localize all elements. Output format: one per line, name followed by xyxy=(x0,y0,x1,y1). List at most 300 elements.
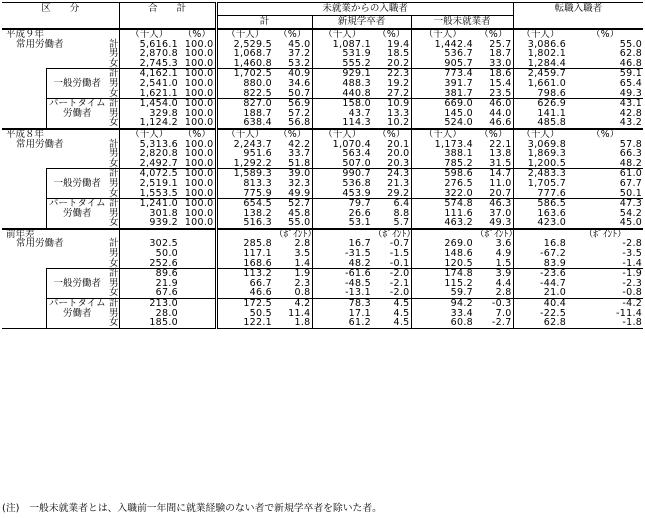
unit-label: （%） xyxy=(567,29,643,40)
data-cell: 20.0 xyxy=(372,149,411,159)
data-cell: 555.2 xyxy=(342,57,372,69)
row-sex-label: 計 xyxy=(109,198,119,210)
data-cell: 158.0 xyxy=(312,99,372,109)
data-cell: 536.7 xyxy=(444,48,474,60)
unit-label: （ﾎﾟｲﾝﾄ） xyxy=(475,228,518,240)
data-cell: 46.6 xyxy=(474,118,513,129)
data-cell: 13.8 xyxy=(474,149,513,159)
data-cell: -1.9 xyxy=(567,269,643,279)
table-row xyxy=(2,118,643,129)
data-cell: 188.7 xyxy=(243,107,273,119)
data-cell: 141.1 xyxy=(537,107,567,119)
data-cell: 18.7 xyxy=(474,49,513,59)
data-cell: 49.3 xyxy=(474,218,513,229)
group-label: 一般労働者 xyxy=(46,79,108,89)
data-cell xyxy=(179,259,216,269)
unit-label: （%） xyxy=(273,29,312,40)
data-cell: 67.6 xyxy=(155,287,179,299)
data-cell: 79.7 xyxy=(312,199,372,209)
header-kubun: 区 分 xyxy=(2,3,119,16)
data-cell: 329.8 xyxy=(149,107,179,119)
data-cell: 50.5 xyxy=(249,307,273,319)
data-cell: 100.0 xyxy=(179,159,216,169)
data-cell: 34.6 xyxy=(273,79,312,89)
unit-label xyxy=(179,229,216,240)
data-cell: 4.5 xyxy=(372,318,411,328)
unit-row xyxy=(2,129,643,140)
data-cell: 100.0 xyxy=(179,69,216,79)
group-label xyxy=(8,249,108,259)
group-label xyxy=(46,318,108,328)
data-cell xyxy=(179,309,216,319)
data-cell: -2.1 xyxy=(372,279,411,289)
data-cell: 168.6 xyxy=(243,257,273,269)
group-label: パートタイム xyxy=(46,99,108,109)
spacer-cell xyxy=(8,99,46,109)
header-general-unemployed: 一般未就業者 xyxy=(411,16,513,30)
data-cell: 100.0 xyxy=(179,99,216,109)
group-label: 一般労働者 xyxy=(46,279,108,289)
data-cell: 100.0 xyxy=(179,59,216,69)
spacer-cell xyxy=(8,309,46,319)
data-cell: 48.2 xyxy=(348,257,372,269)
group-label xyxy=(46,89,108,99)
data-cell: 111.6 xyxy=(444,207,474,219)
data-cell: 20.3 xyxy=(372,159,411,169)
data-cell: 100.0 xyxy=(179,79,216,89)
data-cell: 3,086.6 xyxy=(527,38,567,50)
data-cell: -2.0 xyxy=(372,288,411,298)
data-cell: 1,173.4 xyxy=(434,138,474,150)
data-cell: 951.6 xyxy=(243,148,273,160)
data-cell: -2.3 xyxy=(622,277,643,289)
data-cell: 252.6 xyxy=(149,257,179,269)
data-cell: -44.7 xyxy=(540,277,567,289)
table-row xyxy=(2,318,643,328)
data-cell: 33.7 xyxy=(273,149,312,159)
row-sex-label: 男 xyxy=(109,148,119,160)
data-cell: 45.0 xyxy=(619,217,643,229)
unit-label: （%） xyxy=(179,129,216,140)
spacer-cell xyxy=(8,179,46,189)
data-cell: 56.9 xyxy=(273,99,312,109)
data-cell: 18.6 xyxy=(474,69,513,79)
data-cell: 53.1 xyxy=(348,217,372,229)
data-cell: 62.8 xyxy=(513,318,567,328)
data-cell: 654.5 xyxy=(216,199,273,209)
data-cell: 17.1 xyxy=(348,307,372,319)
data-cell: 1,284.4 xyxy=(527,57,567,69)
unit-label: （ﾎﾟｲﾝﾄ） xyxy=(567,229,643,240)
data-cell: 43.7 xyxy=(348,107,372,119)
header-total: 合 計 xyxy=(119,3,216,16)
data-cell: 11.0 xyxy=(474,179,513,189)
data-cell: -48.5 xyxy=(344,277,372,289)
row-sex-label: 女 xyxy=(109,117,119,129)
row-sex-label: 女 xyxy=(109,217,119,229)
data-cell: 100.0 xyxy=(179,109,216,119)
spacer-cell xyxy=(8,218,46,229)
data-cell: 66.7 xyxy=(249,277,273,289)
data-cell: 115.2 xyxy=(444,277,474,289)
section-title: 平成８年 xyxy=(2,129,108,140)
data-cell: -0.8 xyxy=(622,287,643,299)
spacer-cell xyxy=(8,109,46,119)
unit-label: （千人） xyxy=(312,29,372,40)
data-cell: 1.9 xyxy=(273,269,312,279)
data-cell: -1.4 xyxy=(622,257,643,269)
data-cell: 163.6 xyxy=(537,207,567,219)
header-row-1 xyxy=(2,3,643,16)
data-cell: 59.1 xyxy=(567,69,643,79)
data-cell: 65.4 xyxy=(619,77,643,89)
spacer-cell xyxy=(8,189,46,199)
data-cell: 14.7 xyxy=(474,169,513,179)
data-cell: 1.4 xyxy=(273,259,312,269)
data-cell: 43.1 xyxy=(567,99,643,109)
unit-label: （千人） xyxy=(119,129,179,140)
table-container xyxy=(2,2,643,329)
data-cell xyxy=(179,318,216,328)
group-label: 一般労働者 xyxy=(46,179,108,189)
data-cell: 31.5 xyxy=(474,159,513,169)
data-cell: 60.8 xyxy=(411,318,474,328)
spacer-cell xyxy=(8,169,46,179)
hiring-statistics-table xyxy=(2,2,643,329)
data-cell: 2.8 xyxy=(474,288,513,298)
data-cell: 27.2 xyxy=(372,89,411,99)
data-cell xyxy=(179,269,216,279)
data-cell: 57.8 xyxy=(619,138,643,150)
data-cell: 1,124.2 xyxy=(139,117,179,129)
group-label xyxy=(8,159,108,169)
data-cell: 113.2 xyxy=(216,269,273,279)
row-sex-label: 男 xyxy=(109,307,119,319)
row-sex-label: 計 xyxy=(109,138,119,150)
unit-label: （千人） xyxy=(411,129,474,140)
spacer-cell xyxy=(8,209,46,219)
data-cell: 42.8 xyxy=(619,107,643,119)
row-sex-label: 計 xyxy=(109,68,119,80)
data-cell: 3.6 xyxy=(474,239,513,249)
data-cell: 2.3 xyxy=(273,279,312,289)
data-cell: 213.0 xyxy=(119,299,179,309)
spacer-cell xyxy=(8,199,46,209)
data-cell: 0.8 xyxy=(273,288,312,298)
group-label: パートタイム xyxy=(46,299,108,309)
data-cell: 48.2 xyxy=(619,157,643,169)
data-cell: 2,529.5 xyxy=(233,38,273,50)
data-cell: 46.3 xyxy=(474,199,513,209)
data-cell: 990.7 xyxy=(312,169,372,179)
spacer-cell xyxy=(8,89,46,99)
table-row xyxy=(2,259,643,269)
unit-label: （千人） xyxy=(513,129,567,140)
data-cell: 516.3 xyxy=(243,217,273,229)
data-cell: 20.1 xyxy=(372,140,411,150)
group-label xyxy=(46,189,108,199)
data-cell: 322.0 xyxy=(444,187,474,199)
row-sex-label: 計 xyxy=(109,268,119,280)
section-title: 平成９年 xyxy=(2,29,108,40)
data-cell: 1,200.5 xyxy=(527,157,567,169)
data-cell: 21.3 xyxy=(372,179,411,189)
data-cell: 37.0 xyxy=(474,209,513,219)
data-cell: 798.6 xyxy=(537,87,567,99)
data-cell: 78.3 xyxy=(312,299,372,309)
unit-label: （千人） xyxy=(513,29,567,40)
data-cell: 507.0 xyxy=(342,157,372,169)
data-cell: 598.6 xyxy=(411,169,474,179)
data-cell: 1,241.0 xyxy=(119,199,179,209)
data-cell: 453.9 xyxy=(342,187,372,199)
data-cell: 40.4 xyxy=(513,299,567,309)
data-cell: 26.6 xyxy=(348,207,372,219)
data-cell: 61.0 xyxy=(567,169,643,179)
data-cell: 120.5 xyxy=(444,257,474,269)
data-cell: 1,442.4 xyxy=(434,38,474,50)
data-cell: 40.9 xyxy=(273,69,312,79)
data-cell: -2.0 xyxy=(372,269,411,279)
data-cell: 61.2 xyxy=(312,318,372,328)
data-cell: 89.6 xyxy=(119,269,179,279)
data-cell: 1,705.7 xyxy=(527,177,567,189)
row-sex-label: 男 xyxy=(109,277,119,289)
data-cell: 55.0 xyxy=(619,38,643,50)
data-cell: 574.8 xyxy=(411,199,474,209)
unit-label: （ﾎﾟｲﾝﾄ） xyxy=(274,228,317,240)
data-cell: -1.5 xyxy=(372,249,411,259)
data-cell: 822.5 xyxy=(243,87,273,99)
unit-label: （%） xyxy=(474,29,513,40)
data-cell: 50.1 xyxy=(619,187,643,199)
row-sex-label: 女 xyxy=(109,287,119,299)
table-row xyxy=(2,218,643,229)
data-cell: 2,459.7 xyxy=(513,69,567,79)
data-cell: 391.7 xyxy=(444,77,474,89)
data-cell: 388.1 xyxy=(444,148,474,160)
data-cell: 148.6 xyxy=(444,248,474,260)
data-cell: 1,292.2 xyxy=(233,157,273,169)
data-cell: 21.0 xyxy=(543,287,567,299)
data-cell: 905.7 xyxy=(444,57,474,69)
data-cell: 122.1 xyxy=(216,318,273,328)
data-cell: 22.1 xyxy=(474,140,513,150)
data-cell: 100.0 xyxy=(179,218,216,229)
data-cell: 4,072.5 xyxy=(119,169,179,179)
unit-label: （千人） xyxy=(312,129,372,140)
data-cell: 100.0 xyxy=(179,49,216,59)
data-cell: 138.2 xyxy=(243,207,273,219)
data-cell: 488.3 xyxy=(342,77,372,89)
data-cell: 50.0 xyxy=(155,248,179,260)
data-cell: 381.7 xyxy=(444,87,474,99)
data-cell: 6.4 xyxy=(372,199,411,209)
data-cell: 785.2 xyxy=(444,157,474,169)
data-cell: 46.0 xyxy=(474,99,513,109)
spacer-cell xyxy=(8,288,46,298)
data-cell: 7.0 xyxy=(474,309,513,319)
data-cell: 2,745.3 xyxy=(139,57,179,69)
data-cell: 100.0 xyxy=(179,189,216,199)
data-cell: 2,870.8 xyxy=(139,48,179,60)
data-cell: 18.5 xyxy=(372,49,411,59)
row-sex-label: 男 xyxy=(109,248,119,260)
spacer-cell xyxy=(8,279,46,289)
data-cell: -31.5 xyxy=(344,248,372,260)
data-cell: 4.5 xyxy=(372,309,411,319)
data-cell: 1,070.4 xyxy=(332,138,372,150)
data-cell: 2,820.8 xyxy=(139,148,179,160)
data-cell: 524.0 xyxy=(444,117,474,129)
data-cell: 2,243.7 xyxy=(233,138,273,150)
header-unemployed: 未就業からの入職者 xyxy=(216,3,513,16)
data-cell: 145.0 xyxy=(444,107,474,119)
data-cell: 49.9 xyxy=(273,189,312,199)
data-cell: 2,483.3 xyxy=(513,169,567,179)
header-transfer: 転職入職者 xyxy=(513,3,643,16)
data-cell: 485.8 xyxy=(537,117,567,129)
data-cell: 813.3 xyxy=(243,177,273,189)
row-sex-label: 計 xyxy=(109,38,119,50)
data-cell xyxy=(179,288,216,298)
data-cell: 4.5 xyxy=(372,299,411,309)
data-cell: 2,541.0 xyxy=(139,77,179,89)
data-cell: 1,802.1 xyxy=(527,48,567,60)
data-cell: 185.0 xyxy=(119,318,179,328)
data-cell: 59.7 xyxy=(450,287,474,299)
row-sex-label: 計 xyxy=(109,298,119,310)
data-cell: 4.4 xyxy=(474,279,513,289)
group-label xyxy=(8,49,108,59)
data-cell xyxy=(179,279,216,289)
group-label xyxy=(8,59,108,69)
data-cell: 285.8 xyxy=(243,238,273,250)
data-cell: 13.3 xyxy=(372,109,411,119)
data-cell xyxy=(179,299,216,309)
data-cell: 114.3 xyxy=(342,117,372,129)
data-cell: 53.2 xyxy=(273,59,312,69)
header-row-2 xyxy=(2,16,643,30)
data-cell: 19.2 xyxy=(372,79,411,89)
data-cell: 1.5 xyxy=(474,259,513,269)
data-cell: 531.9 xyxy=(342,48,372,60)
unit-row xyxy=(2,29,643,40)
data-cell: 301.8 xyxy=(149,207,179,219)
data-cell: 302.5 xyxy=(149,238,179,250)
data-cell: 440.8 xyxy=(342,87,372,99)
data-cell: 50.7 xyxy=(273,89,312,99)
data-cell: 172.5 xyxy=(216,299,273,309)
data-cell: 1,454.0 xyxy=(119,99,179,109)
data-cell: 1,460.8 xyxy=(233,57,273,69)
spacer-cell xyxy=(8,269,46,279)
data-cell: 8.8 xyxy=(372,209,411,219)
data-cell: 100.0 xyxy=(179,140,216,150)
data-cell: 1,869.3 xyxy=(527,148,567,160)
data-cell: 55.0 xyxy=(273,218,312,229)
data-cell: -1.8 xyxy=(567,318,643,328)
data-cell: 2,519.1 xyxy=(139,177,179,189)
table-row xyxy=(2,189,643,199)
data-cell: 276.5 xyxy=(444,177,474,189)
data-cell: 42.2 xyxy=(273,140,312,150)
group-label: 常用労働者 xyxy=(16,138,64,150)
data-cell: 423.0 xyxy=(537,217,567,229)
spacer-cell xyxy=(8,118,46,129)
data-cell: 3.9 xyxy=(474,269,513,279)
data-cell: 939.2 xyxy=(149,217,179,229)
row-sex-label: 女 xyxy=(109,157,119,169)
unit-label: （千人） xyxy=(216,29,273,40)
data-cell: 45.8 xyxy=(273,209,312,219)
data-cell: 5.7 xyxy=(372,218,411,229)
data-cell: 1,589.3 xyxy=(216,169,273,179)
data-cell: 669.0 xyxy=(411,99,474,109)
data-cell: 83.9 xyxy=(543,257,567,269)
group-label: 労働者 xyxy=(46,109,108,119)
data-cell: 586.5 xyxy=(513,199,567,209)
blank-cell xyxy=(108,29,119,40)
data-cell: 4.9 xyxy=(474,249,513,259)
table-row xyxy=(2,288,643,298)
data-cell: 11.4 xyxy=(273,309,312,319)
section-title: 前年差 xyxy=(2,229,108,240)
data-cell: 638.4 xyxy=(243,117,273,129)
data-cell: 117.1 xyxy=(243,248,273,260)
group-label: 労働者 xyxy=(46,209,108,219)
row-sex-label: 女 xyxy=(109,57,119,69)
table-row xyxy=(2,59,643,69)
data-cell: 4.2 xyxy=(273,299,312,309)
data-cell: 33.4 xyxy=(450,307,474,319)
group-label xyxy=(8,259,108,269)
data-cell: 100.0 xyxy=(179,179,216,189)
data-cell: 16.8 xyxy=(543,238,567,250)
data-cell: 29.2 xyxy=(372,189,411,199)
row-sex-label: 男 xyxy=(109,77,119,89)
data-cell: 56.8 xyxy=(273,118,312,129)
row-sex-label: 計 xyxy=(109,238,119,250)
unit-label: （千人） xyxy=(119,29,179,40)
data-cell: 100.0 xyxy=(179,40,216,50)
data-cell xyxy=(179,239,216,249)
data-cell: 28.0 xyxy=(155,307,179,319)
spacer-cell xyxy=(8,69,46,79)
data-cell: 2,492.7 xyxy=(139,157,179,169)
data-cell: 1.8 xyxy=(273,318,312,328)
data-cell: 1,087.1 xyxy=(332,38,372,50)
unit-label: （%） xyxy=(372,29,411,40)
header-new-grad: 新規学卒者 xyxy=(312,16,411,30)
blank-cell xyxy=(108,129,119,140)
unit-label: （ﾎﾟｲﾝﾄ） xyxy=(373,228,416,240)
data-cell: 929.1 xyxy=(312,69,372,79)
data-cell: 47.3 xyxy=(567,199,643,209)
data-cell: 20.7 xyxy=(474,189,513,199)
data-cell: 463.2 xyxy=(444,217,474,229)
data-cell: 15.4 xyxy=(474,79,513,89)
row-sex-label: 男 xyxy=(109,107,119,119)
row-sex-label: 男 xyxy=(109,207,119,219)
row-sex-label: 計 xyxy=(109,168,119,180)
data-cell: 3.5 xyxy=(273,249,312,259)
data-cell: 174.8 xyxy=(411,269,474,279)
data-cell xyxy=(179,249,216,259)
row-sex-label: 女 xyxy=(109,257,119,269)
data-cell: 46.8 xyxy=(619,57,643,69)
spacer-cell xyxy=(8,79,46,89)
